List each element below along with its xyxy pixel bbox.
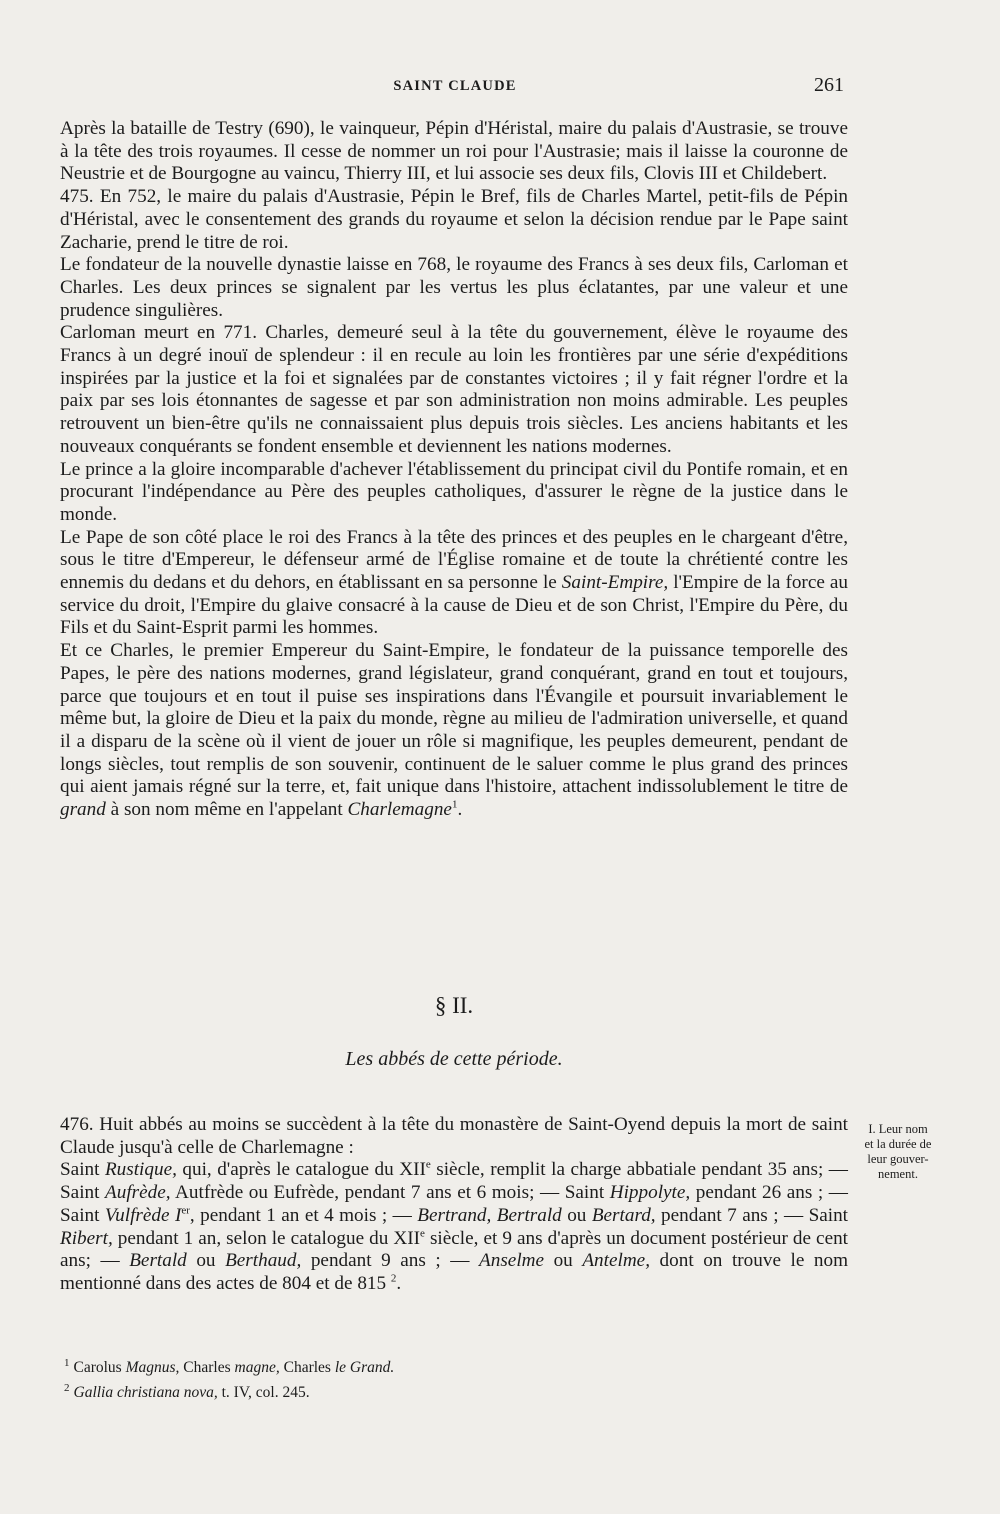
- text-run: pendant 7 ans ; — Saint: [655, 1204, 849, 1226]
- abbot-name: Antelme,: [582, 1250, 650, 1272]
- superscript: e: [420, 1227, 425, 1240]
- text-run: .: [396, 1272, 402, 1294]
- abbot-name: Ribert,: [60, 1227, 113, 1249]
- footnote-number: 2: [64, 1382, 70, 1395]
- text-run: , pendant 1 an et 4 mois ; —: [189, 1204, 418, 1226]
- page-number: 261: [814, 74, 844, 96]
- text-run: ou: [544, 1250, 583, 1272]
- main-text: [60, 118, 848, 822]
- text-run: ou: [186, 1250, 226, 1272]
- text-run: Carolus: [73, 1359, 126, 1377]
- section-title: Les abbés de cette période.: [345, 1048, 563, 1070]
- text-run: t. IV, col. 245.: [217, 1384, 310, 1402]
- marginal-line: leur gouver-: [867, 1152, 929, 1166]
- text-run: à son nom même en l'appelant: [105, 799, 348, 821]
- paragraph: Le fondateur de la nouvelle dynastie laisse en 768, le royaume des Francs à ses deux fils, Carloman et Charles. Les deux princes se signalent par les vertus les plus éclatantes, par une valeur et une prudence singulières.: [60, 254, 848, 321]
- italic-term: Magnus,: [125, 1359, 180, 1377]
- abbots-paragraph: [60, 1114, 848, 1296]
- running-title: SAINT CLAUDE: [393, 78, 517, 94]
- marginal-line: I. Leur nom: [868, 1122, 928, 1136]
- text-run: siècle, et 9 ans d'après un document postérieur de cent ans; —: [60, 1227, 849, 1272]
- paragraph: [60, 640, 848, 822]
- text-run: Et ce Charles, le premier Empereur du Saint-Empire, le fondateur de la puissance temporelle des Papes, le père des nations modernes, grand législateur, grand conquérant, grand en tout et toujours, parce que toujours et en tout il puise ses inspirations dans l'Évangile et poursuit invariablement le même but, la gloire de Dieu et la paix du monde, règne au milieu de l'admiration universelle, et quand il a disparu de la scène où il vient de jouer un rôle si magnifique, les peuples demeurent, pendant de longs siècles, tout remplis de son souvenir, continuent de le saluer comme le plus grand des princes qui aient jamais régné sur la terre, et, fait unique dans l'histoire, attachent indissolublement le titre de: [60, 640, 848, 798]
- abbot-name: Bertrand, Bertrald: [417, 1204, 562, 1226]
- footnote-number: 1: [64, 1357, 70, 1369]
- superscript: er: [181, 1204, 190, 1217]
- text-run: l'Empire de la force au service du droit, l'Empire du glaive consacré à la cause de Dieu et de son Christ, l'Empire du Père, du Fils et du Saint-Esprit parmi les hommes.: [60, 572, 848, 639]
- text-run: qui, d'après le catalogue du XII: [176, 1159, 426, 1181]
- footnote-1: [60, 1353, 760, 1378]
- italic-term: Gallia christiana nova,: [73, 1384, 218, 1402]
- abbot-name: Bertald: [129, 1250, 187, 1272]
- text-run: ou: [561, 1204, 592, 1226]
- abbot-name: Berthaud,: [225, 1250, 302, 1272]
- paragraph: [60, 527, 848, 641]
- paragraph: Le prince a la gloire incomparable d'achever l'établissement du principat civil du Pontife romain, et en procurant l'indépendance au Père des peuples catholiques, d'assurer le règne de la justice dans le monde.: [60, 458, 848, 525]
- text-run: Saint: [60, 1159, 105, 1181]
- marginal-note: [852, 1122, 944, 1182]
- text-run: siècle, remplit la charge abbatiale pendant 35 ans; — Saint: [60, 1159, 848, 1204]
- text-run: Autfrède ou Eufrède, pendant 7 ans et 6 mois; — Saint: [170, 1182, 610, 1204]
- section-number: § II.: [434, 993, 474, 1018]
- abbot-name: Vulfrède I: [104, 1204, 182, 1226]
- paragraph: Après la bataille de Testry (690), le vainqueur, Pépin d'Héristal, maire du palais d'Austrasie, se trouve à la tête des trois royaumes. Il cesse de nommer un roi pour l'Austrasie; mais il laisse la couronne de Neustrie et de Bourgogne au vaincu, Thierry III, et lui associe ses deux fils, Clovis III et Childebert.: [60, 118, 848, 185]
- text-run: dont on trouve le nom mentionné dans des actes de 804 et de 815: [60, 1250, 849, 1294]
- marginal-line: nement.: [878, 1167, 918, 1181]
- italic-term: magne,: [234, 1359, 280, 1377]
- italic-term: le Grand.: [334, 1359, 395, 1377]
- text-run: Charles: [279, 1359, 335, 1377]
- paragraph: 475. En 752, le maire du palais d'Austrasie, Pépin le Bref, fils de Charles Martel, petit-fils de Pépin d'Héristal, avec le consentement des grands du royaume et selon la décision rendue par le Pape saint Zacharie, prend le titre de roi.: [60, 186, 848, 253]
- text-run: pendant 9 ans ; —: [301, 1250, 480, 1272]
- footnotes: [60, 1353, 760, 1403]
- abbot-name: Aufrède,: [105, 1182, 171, 1204]
- italic-term: Charlemagne: [347, 799, 452, 821]
- italic-term: Saint-Empire,: [561, 572, 669, 594]
- text-run: Charles: [179, 1359, 235, 1377]
- abbot-name: Anselme: [479, 1250, 545, 1272]
- italic-term: grand: [60, 799, 106, 821]
- abbot-name: Rustique,: [104, 1159, 177, 1181]
- text-run: Le Pape de son côté place le roi des Francs à la tête des princes et des peuples en le chargeant d'être, sous le titre d'Empereur, le défenseur armé de l'Église romaine et de toute la chrétienté contre les ennemis du dedans et du dehors, en établissant en sa personne le: [60, 526, 848, 594]
- text-run: .: [457, 799, 463, 821]
- paragraph: Carloman meurt en 771. Charles, demeuré seul à la tête du gouvernement, élève le royaume des Francs à un degré inouï de splendeur : il en recule au loin les frontières par une série d'expéditions inspirées par la justice et la foi et signalées par de constantes victoires ; il y fait régner l'ordre et la paix par ses lois étonnantes de sagesse et par son administration non moins admirable. Les peuples retrouvent un bien-être qu'ils ne connaissaient plus depuis trois siècles. Les anciens habitants et les nouveaux conquérants se fondent ensemble et deviennent les nations modernes.: [60, 322, 848, 457]
- footnote-ref: 2: [390, 1272, 397, 1285]
- marginal-line: et la durée de: [864, 1137, 932, 1151]
- page-header: [60, 74, 850, 104]
- superscript: e: [425, 1159, 431, 1172]
- footnote-2: [60, 1378, 760, 1403]
- text-run: pendant 1 an, selon le catalogue du XII: [112, 1227, 421, 1249]
- paragraph: 476. Huit abbés au moins se succèdent à la tête du monastère de Saint-Oyend depuis la mort de saint Claude jusqu'à celle de Charlemagne :: [60, 1114, 848, 1158]
- footnote-ref: 1: [451, 798, 458, 811]
- text-run: pendant 26 ans ; — Saint: [60, 1182, 848, 1226]
- paragraph: [60, 1159, 848, 1295]
- abbot-name: Hippolyte,: [609, 1182, 691, 1204]
- abbot-name: Bertard,: [591, 1204, 656, 1226]
